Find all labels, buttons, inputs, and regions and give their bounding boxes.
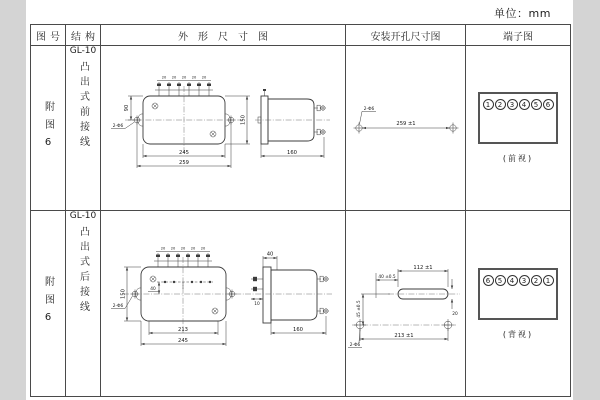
install-drawing-front-wiring xyxy=(351,98,461,148)
row1-install-cell xyxy=(346,46,466,211)
drawing-table xyxy=(30,24,571,397)
dim-holes: 2-Φ6 xyxy=(349,343,361,348)
row2-figure-no xyxy=(31,211,66,396)
front-view-dimensions xyxy=(111,96,250,168)
terminal-number: 5 xyxy=(531,99,542,110)
dim-90: 90 xyxy=(124,104,130,112)
row2-structure xyxy=(66,211,101,396)
terminal-number: 5 xyxy=(495,275,506,286)
figure-no-text: 附图6 xyxy=(42,276,54,331)
front-view xyxy=(125,76,243,155)
install-drawing-rear-wiring xyxy=(348,253,463,348)
structure-desc: 凸出式后接线 xyxy=(77,226,89,316)
dim-160: 160 xyxy=(293,327,303,333)
header-terminal: 端子图 xyxy=(466,25,570,46)
terminal-number: 3 xyxy=(519,275,530,286)
dim-150: 150 xyxy=(120,289,127,299)
terminal-number: 2 xyxy=(495,99,506,110)
dim-10: 10 xyxy=(254,302,260,307)
pitch-dim: 20 xyxy=(181,75,187,80)
pitch-dim: 20 xyxy=(200,246,206,251)
dim-slot-height: 20 xyxy=(452,312,458,317)
pitch-dim: 20 xyxy=(190,246,196,251)
dim-40: 40 xyxy=(150,287,156,292)
header-structure: 结构 xyxy=(66,25,101,46)
dim-245: 245 xyxy=(178,338,188,344)
dim-holes: 2-Φ6 xyxy=(112,124,124,129)
pitch-dim: 20 xyxy=(171,75,177,80)
row2-outline-cell xyxy=(101,211,346,396)
rear-terminal-row xyxy=(148,281,213,294)
terminal-number: 1 xyxy=(483,99,494,110)
side-view xyxy=(245,252,332,336)
terminal-studs xyxy=(155,76,213,97)
front-view xyxy=(120,246,245,334)
page-margin-right xyxy=(573,0,600,400)
outline-drawing-front-wiring xyxy=(111,56,336,206)
dim-slot-width: 112 ±1 xyxy=(413,265,433,271)
page-margin-left xyxy=(0,0,26,400)
row2-install-cell xyxy=(346,211,466,396)
terminal-number: 6 xyxy=(483,275,494,286)
row1-figure-no xyxy=(31,46,66,211)
terminal-number: 6 xyxy=(543,99,554,110)
terminal-caption: (前视) xyxy=(502,154,534,163)
terminal-studs xyxy=(154,247,212,268)
header-install: 安装开孔尺寸图 xyxy=(346,25,466,46)
dim-160: 160 xyxy=(287,150,297,156)
rear-terminal-studs xyxy=(251,277,263,291)
dim-slot-offset: 40 ±0.5 xyxy=(378,275,396,280)
terminal-box xyxy=(478,268,558,320)
dim-vertical: 45 ±0.5 xyxy=(357,300,362,318)
dim-span: 213 ±1 xyxy=(394,333,414,339)
model-label: GL-10 xyxy=(69,211,97,221)
row1-outline-cell xyxy=(101,46,346,211)
dim-holes: 2-Φ6 xyxy=(363,107,375,112)
terminal-caption: (背视) xyxy=(502,329,534,339)
pitch-dim: 20 xyxy=(201,75,207,80)
header-outline: 外形尺寸图 xyxy=(101,25,346,46)
pitch-dim: 20 xyxy=(160,246,166,251)
terminal-number: 4 xyxy=(519,99,530,110)
pitch-dim: 20 xyxy=(191,75,197,80)
row1-structure xyxy=(66,46,101,211)
terminal-number: 4 xyxy=(507,275,518,286)
pitch-dim: 20 xyxy=(170,246,176,251)
side-view xyxy=(255,89,330,158)
dim-span: 259 ±1 xyxy=(396,121,416,127)
figure-no-text: 附图6 xyxy=(42,100,54,156)
corner-screw-icon xyxy=(150,276,218,314)
structure-desc: 凸出式前接线 xyxy=(77,61,89,151)
dim-holes: 2-Φ6 xyxy=(112,304,124,309)
terminal-number: 3 xyxy=(507,99,518,110)
row2-terminal-cell xyxy=(466,211,570,396)
dim-40-side: 40 xyxy=(266,251,274,258)
model-label: GL-10 xyxy=(69,46,97,56)
row1-terminal-cell xyxy=(466,46,570,211)
front-view-dimensions xyxy=(111,267,226,346)
terminal-number: 2 xyxy=(531,275,542,286)
rear-bolt-icon xyxy=(317,276,329,314)
terminal-box xyxy=(478,92,558,144)
terminal-number: 1 xyxy=(543,275,554,286)
dim-213: 213 xyxy=(178,327,188,333)
dim-150: 150 xyxy=(240,115,247,125)
dim-245: 245 xyxy=(179,150,189,156)
unit-label: 单位：mm xyxy=(494,7,551,20)
pitch-dim: 20 xyxy=(180,246,186,251)
pitch-dim: 20 xyxy=(161,75,167,80)
dim-259: 259 xyxy=(179,160,189,166)
header-figure-no: 图号 xyxy=(31,25,66,46)
outline-drawing-rear-wiring xyxy=(111,229,336,389)
